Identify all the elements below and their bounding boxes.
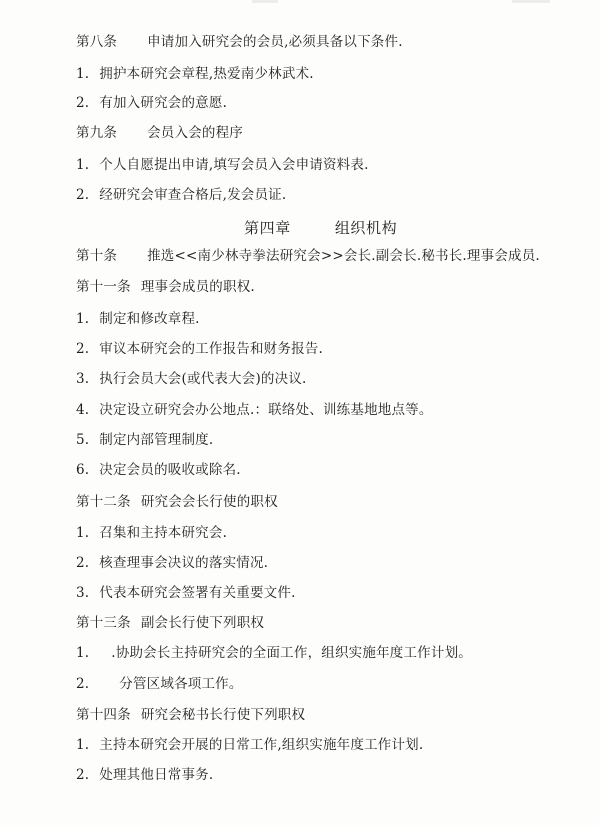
item-number: 1. xyxy=(76,525,90,541)
item-text: 决定设立研究会办公地点.：联络处、训练基地地点等。 xyxy=(99,402,433,418)
article-9-item-1 xyxy=(76,157,369,173)
article-12-item-2 xyxy=(76,555,268,571)
item-number: 2. xyxy=(76,187,90,203)
article-14-item-1 xyxy=(76,737,423,753)
article-text: 推选<<南少林寺拳法研究会>>会长.副会长.秘书长.理事会成员. xyxy=(147,248,540,264)
item-text: 决定会员的吸收或除名. xyxy=(99,462,241,478)
item-text: 制定和修改章程. xyxy=(99,311,200,327)
item-number: 4. xyxy=(76,402,90,418)
item-text: 个人自愿提出申请,填写会员入会申请资料表. xyxy=(99,157,369,173)
article-8-item-1 xyxy=(76,66,314,82)
article-12-heading xyxy=(76,494,278,510)
article-13-item-2 xyxy=(76,676,243,692)
article-12-item-1 xyxy=(76,525,227,541)
item-number: 1. xyxy=(76,737,90,753)
article-text: 会员入会的程序 xyxy=(147,125,244,141)
article-11-item-4 xyxy=(76,402,433,418)
article-11-item-3 xyxy=(76,371,307,387)
article-12-item-3 xyxy=(76,585,296,601)
item-text: 代表本研究会签署有关重要文件. xyxy=(99,585,296,601)
article-8-item-2 xyxy=(76,95,227,111)
article-9-heading xyxy=(76,125,243,141)
article-label: 第八条 xyxy=(76,34,118,50)
item-number: 1. xyxy=(76,311,90,327)
item-number: 2. xyxy=(76,767,90,783)
article-11-item-1 xyxy=(76,311,200,327)
article-label: 第十三条 xyxy=(76,615,131,631)
item-text: 执行会员大会(或代表大会)的决议. xyxy=(99,371,307,387)
item-text: .协助会长主持研究会的全面工作，组织实施年度工作计划。 xyxy=(111,645,472,661)
article-label: 第十一条 xyxy=(76,279,131,295)
item-number: 2. xyxy=(76,341,90,357)
chapter-heading xyxy=(244,219,397,237)
item-number: 6. xyxy=(76,462,90,478)
item-text: 主持本研究会开展的日常工作,组织实施年度工作计划. xyxy=(99,737,424,753)
item-number: 3. xyxy=(76,585,90,601)
item-text: 审议本研究会的工作报告和财务报告. xyxy=(99,341,323,357)
item-text: 处理其他日常事务. xyxy=(99,767,214,783)
article-11-item-2 xyxy=(76,341,323,357)
article-label: 第九条 xyxy=(76,125,118,141)
item-text: 分管区域各项工作。 xyxy=(119,676,243,692)
article-14-heading xyxy=(76,707,305,723)
item-number: 2. xyxy=(76,676,90,692)
article-14-item-2 xyxy=(76,767,213,783)
item-text: 有加入研究会的意愿. xyxy=(99,95,228,111)
item-text: 核查理事会决议的落实情况. xyxy=(99,555,269,571)
article-11-item-6 xyxy=(76,462,241,478)
article-label: 第十条 xyxy=(76,248,118,264)
scan-artifact-corner xyxy=(512,0,550,3)
article-9-item-2 xyxy=(76,187,286,203)
item-text: 制定内部管理制度. xyxy=(99,432,214,448)
article-label: 第十四条 xyxy=(76,707,131,723)
article-10-heading xyxy=(76,248,540,264)
chapter-title: 组织机构 xyxy=(334,219,398,237)
item-number: 1. xyxy=(76,66,90,82)
article-13-heading xyxy=(76,615,264,631)
item-text: 经研究会审查合格后,发会员证. xyxy=(99,187,287,203)
article-text: 研究会会长行使的职权 xyxy=(140,494,278,510)
article-text: 申请加入研究会的会员,必须具备以下条件. xyxy=(147,34,403,50)
item-number: 1. xyxy=(76,645,90,661)
chapter-label: 第四章 xyxy=(244,219,291,237)
article-text: 副会长行使下列职权 xyxy=(140,615,265,631)
item-number: 2. xyxy=(76,95,90,111)
article-8-heading xyxy=(76,34,403,50)
article-13-item-1 xyxy=(76,645,472,661)
article-11-heading xyxy=(76,279,255,295)
scan-artifact-top xyxy=(252,0,278,3)
item-number: 3. xyxy=(76,371,90,387)
item-number: 1. xyxy=(76,157,90,173)
article-11-item-5 xyxy=(76,432,213,448)
article-text: 研究会秘书长行使下列职权 xyxy=(140,707,306,723)
item-text: 召集和主持本研究会. xyxy=(99,525,228,541)
article-label: 第十二条 xyxy=(76,494,131,510)
article-text: 理事会成员的职权. xyxy=(140,279,255,295)
item-number: 2. xyxy=(76,555,90,571)
item-number: 5. xyxy=(76,432,90,448)
item-text: 拥护本研究会章程,热爱南少林武术. xyxy=(99,66,314,82)
